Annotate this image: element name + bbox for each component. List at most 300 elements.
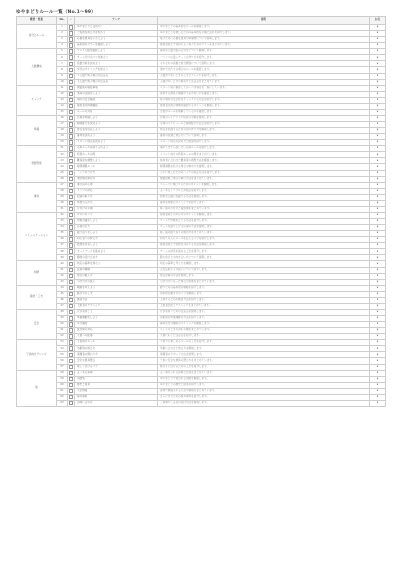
checkbox-icon[interactable] — [69, 377, 73, 381]
row-theme: 参考資料 — [75, 394, 158, 400]
row-description: 終了後の片付けと後処理をまとめています。 — [158, 206, 370, 212]
favorite-star-icon[interactable]: ★ — [370, 212, 386, 218]
row-theme: 子供向けルール — [75, 340, 158, 346]
favorite-star-icon[interactable]: ★ — [370, 122, 386, 128]
favorite-star-icon[interactable]: ★ — [370, 322, 386, 328]
row-description: 年齢に合わせた遊び方を解説します。 — [158, 346, 370, 352]
checkbox-icon[interactable] — [69, 86, 73, 90]
row-number: 47 — [57, 303, 68, 309]
checkbox-icon[interactable] — [69, 146, 73, 150]
row-theme: ゆやまどりとは何か？ — [75, 25, 158, 31]
row-number: 1 — [57, 25, 68, 31]
checkbox-icon[interactable] — [69, 225, 73, 229]
row-description: 初めての人にルールを伝えるコツを紹介します。 — [158, 237, 370, 243]
favorite-star-icon[interactable]: ★ — [370, 285, 386, 291]
row-theme: 会場を準備しよう — [75, 115, 158, 121]
header-check: ✓ — [68, 17, 75, 25]
row-theme: 応援の仕方 — [75, 225, 158, 231]
row-number: 56 — [57, 358, 68, 364]
header-description: 説明 — [158, 17, 370, 25]
checkbox-icon[interactable] — [69, 159, 73, 163]
row-number: 59 — [57, 376, 68, 382]
favorite-star-icon[interactable]: ★ — [370, 303, 386, 309]
row-theme: 上級者のテクニック — [75, 303, 158, 309]
row-theme: 安全な道具選び — [75, 358, 158, 364]
favorite-star-icon[interactable]: ★ — [370, 206, 386, 212]
checkbox-icon[interactable] — [69, 268, 73, 272]
row-theme: 場所の安全確認 — [75, 97, 158, 103]
row-number: 60 — [57, 382, 68, 388]
checkbox-icon[interactable] — [69, 98, 73, 102]
row-theme: 道具の点検をしよう — [75, 91, 158, 97]
row-description: 適切な人数や組み合わせについて解説します。 — [158, 49, 370, 55]
checkbox-icon[interactable] — [69, 280, 73, 284]
checkbox-icon[interactable] — [69, 49, 73, 53]
row-description: 途中で交代する場合のルールを確認します。 — [158, 67, 370, 73]
favorite-star-icon[interactable]: ★ — [370, 25, 386, 31]
checkbox-icon[interactable] — [69, 340, 73, 344]
row-description: 人数が多いときの進め方と注意点をまとめています。 — [158, 79, 370, 85]
favorite-star-icon[interactable]: ★ — [370, 328, 386, 334]
row-description: 終了後の振り返りの進め方をまとめています。 — [158, 231, 370, 237]
row-theme: 緊急時の対応 — [75, 328, 158, 334]
row-number: 63 — [57, 400, 68, 406]
row-number: 7 — [57, 61, 68, 67]
row-number: 15 — [57, 109, 68, 115]
row-description: 上級者が使うテクニックをまとめています。 — [158, 303, 370, 309]
row-theme: 戦略を考えよう — [75, 285, 158, 291]
rules-table-container — [16, 16, 385, 407]
favorite-star-icon[interactable]: ★ — [370, 146, 386, 152]
document-title: ゆやまどりルール一覧（No.1〜99） — [16, 10, 96, 15]
favorite-star-icon[interactable]: ★ — [370, 267, 386, 273]
favorite-star-icon[interactable]: ★ — [370, 370, 386, 376]
checkbox-icon[interactable] — [69, 286, 73, 290]
favorite-star-icon[interactable]: ★ — [370, 61, 386, 67]
header-category: 概要・要素 — [17, 17, 57, 25]
favorite-star-icon[interactable]: ★ — [370, 382, 386, 388]
row-description: 上達するための練習方法を紹介します。 — [158, 297, 370, 303]
row-number: 20 — [57, 140, 68, 146]
favorite-star-icon[interactable]: ★ — [370, 291, 386, 297]
row-theme: 歴史と由来 — [75, 382, 158, 388]
row-theme: 練習方法 — [75, 297, 158, 303]
row-theme: 参加者の体調確認 — [75, 103, 158, 109]
row-theme: 記録の取り方 — [75, 194, 158, 200]
favorite-star-icon[interactable]: ★ — [370, 255, 386, 261]
row-description: チームを盛り上げる応援の方法を説明します。 — [158, 225, 370, 231]
checkbox-icon[interactable] — [69, 104, 73, 108]
checkbox-icon[interactable] — [69, 262, 73, 266]
checkbox-icon[interactable] — [69, 122, 73, 126]
checkbox-icon[interactable] — [69, 195, 73, 199]
checkbox-icon[interactable] — [69, 304, 73, 308]
row-description: イベント向けの特別ルールの例をまとめています。 — [158, 152, 370, 158]
row-theme: 難易度を調整しよう — [75, 158, 158, 164]
row-theme: 得点の数え方 — [75, 273, 158, 279]
favorite-star-icon[interactable]: ★ — [370, 103, 386, 109]
row-theme: ハンデのつけ方 — [75, 170, 158, 176]
rules-table — [16, 16, 386, 407]
row-number: 48 — [57, 309, 68, 315]
checkbox-icon[interactable] — [69, 55, 73, 59]
checkbox-icon[interactable] — [69, 243, 73, 247]
row-description: 参加者に合わせた難易度の調整方法を解説します。 — [158, 158, 370, 164]
row-theme: 初心者への教え方 — [75, 237, 158, 243]
favorite-star-icon[interactable]: ★ — [370, 225, 386, 231]
row-number: 28 — [57, 188, 68, 194]
row-number: 22 — [57, 152, 68, 158]
checkbox-icon[interactable] — [69, 298, 73, 302]
favorite-star-icon[interactable]: ★ — [370, 194, 386, 200]
header-number: No. — [57, 17, 68, 25]
checkbox-icon[interactable] — [69, 68, 73, 72]
row-theme: 片付けの手順 — [75, 206, 158, 212]
favorite-star-icon[interactable]: ★ — [370, 115, 386, 121]
row-description: 主な反則とその扱いについて紹介します。 — [158, 267, 370, 273]
favorite-star-icon[interactable]: ★ — [370, 219, 386, 225]
row-description: 判定の基準と考え方を解説します。 — [158, 261, 370, 267]
checkbox-icon[interactable] — [69, 165, 73, 169]
favorite-star-icon[interactable]: ★ — [370, 140, 386, 146]
favorite-star-icon[interactable]: ★ — [370, 109, 386, 115]
favorite-star-icon[interactable]: ★ — [370, 170, 386, 176]
row-theme: 水分補給 — [75, 322, 158, 328]
category-cell: コミュニケーション — [17, 212, 57, 261]
checkbox-icon[interactable] — [69, 292, 73, 296]
favorite-star-icon[interactable]: ★ — [370, 316, 386, 322]
checkbox-icon[interactable] — [69, 237, 73, 241]
favorite-star-icon[interactable]: ★ — [370, 200, 386, 206]
row-number: 41 — [57, 267, 68, 273]
category-cell: 判断 — [17, 261, 57, 285]
row-number: 39 — [57, 255, 68, 261]
favorite-star-icon[interactable]: ★ — [370, 249, 386, 255]
row-number: 61 — [57, 388, 68, 394]
checkbox-icon[interactable] — [69, 371, 73, 375]
category-cell: 他 — [17, 370, 57, 406]
row-description: ゆやまどりの基本的なルールを解説します。 — [158, 25, 370, 31]
row-theme: 年齢別の遊び方 — [75, 346, 158, 352]
favorite-star-icon[interactable]: ★ — [370, 79, 386, 85]
checkbox-icon[interactable] — [69, 395, 73, 399]
checkbox-icon[interactable] — [69, 401, 73, 405]
favorite-star-icon[interactable]: ★ — [370, 37, 386, 43]
row-theme: 役割分担を決めよう — [75, 61, 158, 67]
favorite-star-icon[interactable]: ★ — [370, 358, 386, 364]
checkbox-icon[interactable] — [69, 249, 73, 253]
favorite-star-icon[interactable]: ★ — [370, 334, 386, 340]
checkbox-icon[interactable] — [69, 134, 73, 138]
checkbox-icon[interactable] — [69, 328, 73, 332]
row-theme: 声かけのコツ — [75, 212, 158, 218]
checkbox-icon[interactable] — [69, 37, 73, 41]
row-number: 9 — [57, 73, 68, 79]
checkbox-icon[interactable] — [69, 201, 73, 205]
checkbox-icon[interactable] — [69, 116, 73, 120]
checkbox-icon[interactable] — [69, 383, 73, 387]
row-number: 37 — [57, 243, 68, 249]
row-number: 21 — [57, 146, 68, 152]
row-theme: 得点表を用意しよう — [75, 128, 158, 134]
row-theme: 交代のタイミングを知ろう — [75, 67, 158, 73]
checkbox-icon[interactable] — [69, 80, 73, 84]
row-description: スタート地点の決め方と配置を紹介します。 — [158, 140, 370, 146]
checkbox-icon[interactable] — [69, 310, 73, 314]
checkbox-icon[interactable] — [69, 62, 73, 66]
row-number: 3 — [57, 37, 68, 43]
row-checkbox[interactable] — [68, 400, 75, 406]
favorite-star-icon[interactable]: ★ — [370, 164, 386, 170]
row-number: 40 — [57, 261, 68, 267]
favorite-star-icon[interactable]: ★ — [370, 176, 386, 182]
row-description: 全員がルールを理解しているかを確認します。 — [158, 109, 370, 115]
row-theme: 審判を決めよう — [75, 134, 158, 140]
row-description: 結果を正確に記録する方法を説明します。 — [158, 194, 370, 200]
row-number: 19 — [57, 134, 68, 140]
favorite-star-icon[interactable]: ★ — [370, 261, 386, 267]
row-number: 34 — [57, 225, 68, 231]
row-description: よくあるトラブルと対処法を紹介します。 — [158, 188, 370, 194]
checkbox-icon[interactable] — [69, 316, 73, 320]
category-cell: 安全 — [17, 309, 57, 339]
favorite-star-icon[interactable]: ★ — [370, 309, 386, 315]
row-description: 会場のレイアウトや設営の手順を説明します。 — [158, 115, 370, 121]
row-theme: 作戦会議をしよう — [75, 219, 158, 225]
row-number: 38 — [57, 249, 68, 255]
row-description: 子供でも楽しめるルールの工夫を紹介します。 — [158, 340, 370, 346]
favorite-star-icon[interactable]: ★ — [370, 67, 386, 73]
row-theme: 反則の種類 — [75, 267, 158, 273]
row-number: 10 — [57, 79, 68, 85]
row-theme: チーム分けのコツを知ろう — [75, 55, 158, 61]
category-cell: 運営 — [17, 182, 57, 212]
checkbox-icon[interactable] — [69, 110, 73, 114]
checkbox-icon[interactable] — [69, 231, 73, 235]
checkbox-icon[interactable] — [69, 177, 73, 181]
checkbox-icon[interactable] — [69, 346, 73, 350]
row-number: 36 — [57, 237, 68, 243]
row-description: ゆやまどりの歴史と由来を紹介します。 — [158, 382, 370, 388]
row-number: 54 — [57, 346, 68, 352]
row-description: けがを防ぐための注意点を説明します。 — [158, 309, 370, 315]
row-theme: トラブル対応 — [75, 188, 158, 194]
row-description: 飽きずに続けるための工夫を紹介します。 — [158, 364, 370, 370]
row-description: ご質問やご意見の受付方法を説明します。 — [158, 400, 370, 406]
row-number: 33 — [57, 219, 68, 225]
checkbox-icon[interactable] — [69, 92, 73, 96]
category-cell: 人数構成 — [17, 49, 57, 85]
favorite-star-icon[interactable]: ★ — [370, 376, 386, 382]
row-description: 参加者同士の声かけのポイントを解説します。 — [158, 212, 370, 218]
row-description: もしものときの対応手順をまとめています。 — [158, 328, 370, 334]
row-theme: 判定の基準を知ろう — [75, 261, 158, 267]
row-number: 31 — [57, 206, 68, 212]
favorite-star-icon[interactable]: ★ — [370, 231, 386, 237]
row-number: 24 — [57, 164, 68, 170]
checkbox-icon[interactable] — [69, 207, 73, 211]
checkbox-icon[interactable] — [69, 152, 73, 156]
row-theme: 天候への配慮 — [75, 334, 158, 340]
favorite-star-icon[interactable]: ★ — [370, 188, 386, 194]
favorite-star-icon[interactable]: ★ — [370, 297, 386, 303]
favorite-star-icon[interactable]: ★ — [370, 279, 386, 285]
row-description: チームで作戦を立てる方法を紹介します。 — [158, 219, 370, 225]
row-theme: 特別ルールの例 — [75, 152, 158, 158]
row-description: 人数が少ないときの工夫とアレンジを紹介します。 — [158, 73, 370, 79]
checkbox-icon[interactable] — [69, 43, 73, 47]
favorite-star-icon[interactable]: ★ — [370, 43, 386, 49]
row-description: 効率的な動き方のコツを解説します。 — [158, 291, 370, 297]
checkbox-icon[interactable] — [69, 140, 73, 144]
row-number: 32 — [57, 212, 68, 218]
favorite-star-icon[interactable]: ★ — [370, 134, 386, 140]
row-theme: スタート地点を決めよう — [75, 140, 158, 146]
row-number: 13 — [57, 97, 68, 103]
row-number: 27 — [57, 182, 68, 188]
row-number: 62 — [57, 394, 68, 400]
favorite-star-icon[interactable]: ★ — [370, 388, 386, 394]
checkbox-icon[interactable] — [69, 213, 73, 217]
row-number: 55 — [57, 352, 68, 358]
category-cell: 発展形態 — [17, 146, 57, 182]
favorite-star-icon[interactable]: ★ — [370, 394, 386, 400]
checkbox-icon[interactable] — [69, 31, 73, 35]
row-description: 引き分けになった場合の処理をまとめています。 — [158, 279, 370, 285]
favorite-star-icon[interactable]: ★ — [370, 73, 386, 79]
row-theme: 大人数で遊ぶ場合の注意点 — [75, 79, 158, 85]
row-number: 53 — [57, 340, 68, 346]
row-number: 17 — [57, 122, 68, 128]
row-number: 18 — [57, 128, 68, 134]
row-description: 子供に安全な道具の選び方をまとめています。 — [158, 358, 370, 364]
row-number: 51 — [57, 328, 68, 334]
row-number: 58 — [57, 370, 68, 376]
favorite-star-icon[interactable]: ★ — [370, 352, 386, 358]
row-theme: ルールの共有 — [75, 109, 158, 115]
row-description: 遊ぶために必要な道具や準備物について説明します。 — [158, 37, 370, 43]
row-description: ゆやまどりで使われる用語を解説します。 — [158, 376, 370, 382]
favorite-star-icon[interactable]: ★ — [370, 91, 386, 97]
favorite-star-icon[interactable]: ★ — [370, 237, 386, 243]
row-number: 50 — [57, 322, 68, 328]
row-description: 得点を記録するための表の作り方を解説します。 — [158, 128, 370, 134]
row-theme: よくある質問 — [75, 370, 158, 376]
row-description: 効果的な準備運動の方法を紹介します。 — [158, 316, 370, 322]
row-theme: プレイ人数を確認しよう — [75, 49, 158, 55]
row-description: 審判の役割と選び方について説明します。 — [158, 134, 370, 140]
favorite-star-icon[interactable]: ★ — [370, 273, 386, 279]
favorite-star-icon[interactable]: ★ — [370, 400, 386, 406]
favorite-star-icon[interactable]: ★ — [370, 158, 386, 164]
row-description: それぞれの役割と担当範囲について説明します。 — [158, 61, 370, 67]
checkbox-icon[interactable] — [69, 359, 73, 363]
row-theme: 開始前の確認事項 — [75, 85, 158, 91]
favorite-star-icon[interactable]: ★ — [370, 128, 386, 134]
header-theme: テーマ — [75, 17, 158, 25]
favorite-star-icon[interactable]: ★ — [370, 346, 386, 352]
checkbox-icon[interactable] — [69, 128, 73, 132]
row-description: スタート前に確認しておくべき項目を一覧にしています。 — [158, 85, 370, 91]
favorite-star-icon[interactable]: ★ — [370, 243, 386, 249]
table-header-row — [17, 17, 386, 25]
table-row — [17, 400, 386, 406]
row-description: 慣れてきたら試したい応用ルールを紹介します。 — [158, 146, 370, 152]
favorite-star-icon[interactable]: ★ — [370, 31, 386, 37]
favorite-star-icon[interactable]: ★ — [370, 85, 386, 91]
row-theme: 休憩の入れ方 — [75, 200, 158, 206]
favorite-star-icon[interactable]: ★ — [370, 49, 386, 55]
row-theme: 時間配分を決めよう — [75, 122, 158, 128]
category-cell: 競技・工夫 — [17, 285, 57, 309]
row-number: 49 — [57, 316, 68, 322]
row-number: 52 — [57, 334, 68, 340]
row-description: 遊ぶ場所の安全性をチェックする方法を紹介します。 — [158, 97, 370, 103]
checkbox-icon[interactable] — [69, 74, 73, 78]
row-number: 11 — [57, 85, 68, 91]
checkbox-icon[interactable] — [69, 25, 73, 29]
row-description: ゆやまどりを楽しむための基本的な手順と流れを紹介します。 — [158, 31, 370, 37]
row-number: 42 — [57, 273, 68, 279]
row-number: 8 — [57, 67, 68, 73]
row-theme: 振り返りをしよう — [75, 231, 158, 237]
checkbox-icon[interactable] — [69, 183, 73, 187]
favorite-star-icon[interactable]: ★ — [370, 364, 386, 370]
row-number: 2 — [57, 31, 68, 37]
favorite-star-icon[interactable]: ★ — [370, 182, 386, 188]
row-theme: 保護者の関わり方 — [75, 352, 158, 358]
row-number: 16 — [57, 115, 68, 121]
row-theme: チームワークを高めよう — [75, 249, 158, 255]
checkbox-icon[interactable] — [69, 334, 73, 338]
row-description: 得点計算の方法を説明します。 — [158, 273, 370, 279]
checkbox-icon[interactable] — [69, 171, 73, 175]
row-description: 参加者同士で感想を共有する方法を解説します。 — [158, 243, 370, 249]
favorite-star-icon[interactable]: ★ — [370, 152, 386, 158]
row-theme: 時間制限ルール — [75, 164, 158, 170]
category-cell: 準備 — [17, 115, 57, 145]
checkbox-icon[interactable] — [69, 389, 73, 393]
row-description: 全体のスケジュールと時間配分の目安を紹介します。 — [158, 122, 370, 128]
checkbox-icon[interactable] — [69, 322, 73, 326]
category-cell: 子供向けアレンジ — [17, 340, 57, 370]
row-description: 保護者のサポート方法を説明します。 — [158, 352, 370, 358]
checkbox-icon[interactable] — [69, 256, 73, 260]
row-theme: 必要な道具をそろえよう — [75, 37, 158, 43]
row-theme: 連続戦の進め方 — [75, 176, 158, 182]
row-number: 45 — [57, 291, 68, 297]
checkbox-icon[interactable] — [69, 219, 73, 223]
row-description: 複数回戦う場合の進行方法をまとめています。 — [158, 176, 370, 182]
row-description: さらに学ぶための参考資料を紹介します。 — [158, 394, 370, 400]
row-number: 57 — [57, 364, 68, 370]
favorite-star-icon[interactable]: ★ — [370, 55, 386, 61]
row-number: 30 — [57, 200, 68, 206]
checkbox-icon[interactable] — [69, 365, 73, 369]
checkbox-icon[interactable] — [69, 353, 73, 357]
row-theme: 動き方の工夫 — [75, 291, 158, 297]
row-number: 23 — [57, 158, 68, 164]
checkbox-icon[interactable] — [69, 274, 73, 278]
row-theme: 少人数で遊ぶ場合の注意点 — [75, 73, 158, 79]
row-number: 4 — [57, 43, 68, 49]
row-number: 26 — [57, 176, 68, 182]
row-theme: 応用ルールを取り入れよう — [75, 146, 158, 152]
favorite-star-icon[interactable]: ★ — [370, 97, 386, 103]
row-number: 5 — [57, 49, 68, 55]
checkbox-icon[interactable] — [69, 189, 73, 193]
favorite-star-icon[interactable]: ★ — [370, 340, 386, 346]
